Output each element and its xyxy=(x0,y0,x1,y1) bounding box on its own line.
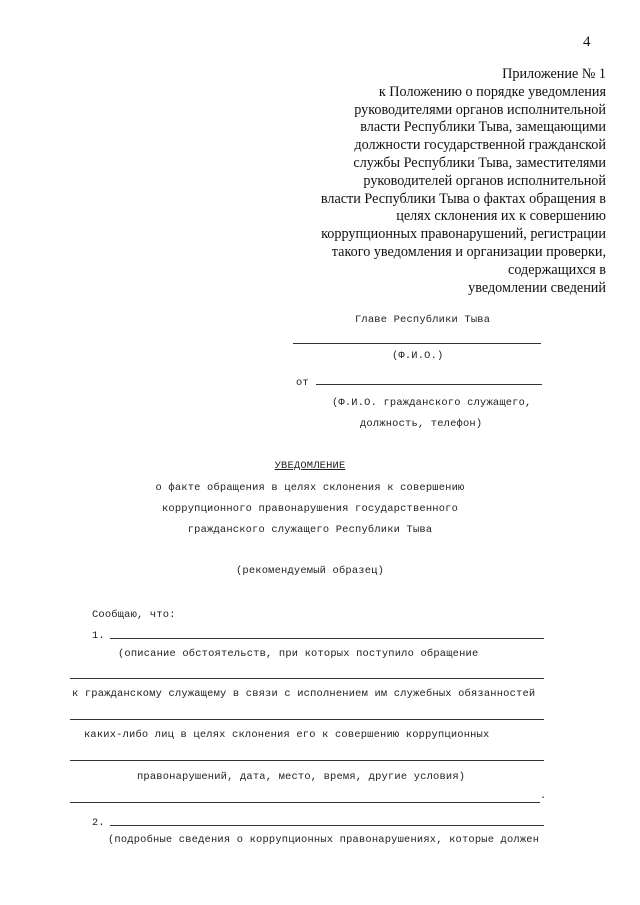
blank-line xyxy=(70,719,544,720)
blank-line xyxy=(70,802,540,803)
appendix-line: содержащихся в xyxy=(508,261,606,278)
appendix-line: руководителей органов исполнительной xyxy=(363,172,606,189)
from-label: от xyxy=(296,377,309,389)
appendix-line: к Положению о порядке уведомления xyxy=(378,83,606,100)
item-2-number: 2. xyxy=(92,817,105,829)
appendix-line: уведомлении сведений xyxy=(468,279,606,296)
item-1-line xyxy=(110,638,544,639)
notice-subtitle-2: коррупционного правонарушения государственного xyxy=(161,503,459,515)
notice-subtitle-3: гражданского служащего Республики Тыва xyxy=(187,524,433,536)
caption-3: каких-либо лиц в целях склонения его к совершению коррупционных xyxy=(84,729,490,741)
item-1-number: 1. xyxy=(92,630,105,642)
appendix-header xyxy=(250,66,606,297)
appendix-line: руководителями органов исполнительной xyxy=(354,101,606,118)
appendix-line: власти Республики Тыва, замещающими xyxy=(360,119,606,136)
blank-line xyxy=(70,760,544,761)
notice-title: УВЕДОМЛЕНИЕ xyxy=(274,460,346,472)
appendix-line: такого уведомления и организации проверки, xyxy=(331,243,606,260)
from-name-line xyxy=(316,384,542,385)
appendix-line: целях склонения их к совершению xyxy=(396,208,606,225)
from-caption-2: должность, телефон) xyxy=(360,418,483,430)
addressee-fio-caption: (Ф.И.О.) xyxy=(392,350,444,362)
caption-2: к гражданскому служащему в связи с исполнением им служебных обязанностей xyxy=(72,688,536,700)
from-caption-1: (Ф.И.О. гражданского служащего, xyxy=(332,397,532,409)
page-number: 4 xyxy=(583,34,591,50)
caption-4: правонарушений, дата, место, время, другие условия) xyxy=(137,771,466,783)
item-2-line xyxy=(110,825,544,826)
notice-subtitle-1: о факте обращения в целях склонения к совершению xyxy=(155,482,465,494)
appendix-line: службы Республики Тыва, заместителями xyxy=(353,154,606,171)
addressee-to: Главе Республики Тыва xyxy=(355,314,491,326)
blank-line xyxy=(70,678,544,679)
caption-1: (описание обстоятельств, при которых поступило обращение xyxy=(118,648,479,660)
caption-5: (подробные сведения о коррупционных правонарушениях, которые должен xyxy=(108,834,540,846)
body-intro: Сообщаю, что: xyxy=(92,609,176,621)
appendix-line: Приложение № 1 xyxy=(502,66,606,82)
line-period: . xyxy=(540,790,547,802)
appendix-line: власти Республики Тыва о фактах обращения в xyxy=(320,190,606,207)
notice-sample: (рекомендуемый образец) xyxy=(235,565,384,577)
appendix-line: коррупционных правонарушений, регистрации xyxy=(321,226,606,243)
appendix-line: должности государственной гражданской xyxy=(354,137,606,154)
notice-title-wrap xyxy=(70,460,550,472)
addressee-name-line xyxy=(293,343,541,344)
